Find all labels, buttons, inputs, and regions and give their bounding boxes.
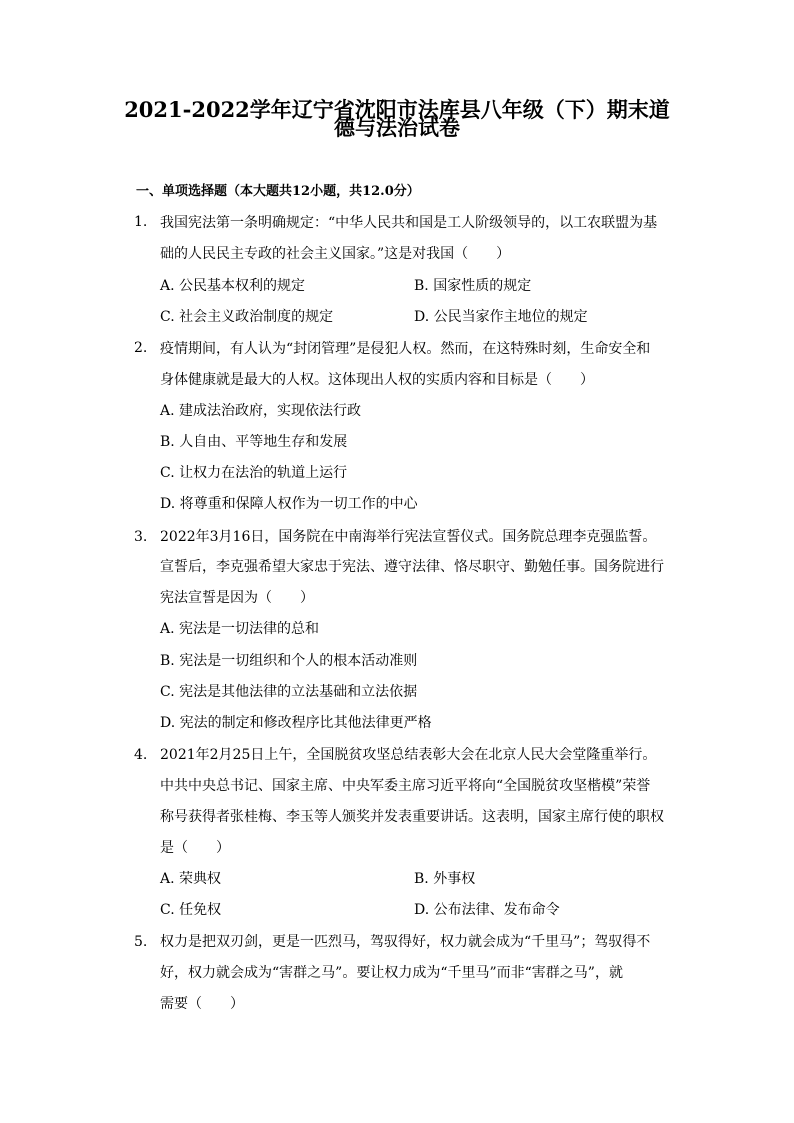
question-3-option-b[interactable]: B. 宪法是一切组织和个人的根本活动准则 <box>160 653 418 669</box>
question-1-option-d[interactable]: D. 公民当家作主地位的规定 <box>414 309 588 325</box>
question-3-stem-line-2: 宣誓后，李克强希望大家忠于宪法、遵守法律、恪尽职守、勤勉任事。国务院进行 <box>160 559 664 575</box>
question-4-option-d[interactable]: D. 公布法律、发布命令 <box>414 902 560 918</box>
question-5-stem-line-2: 好，权力就会成为“害群之马”。要让权力成为“千里马”而非“害群之马”，就 <box>160 965 623 981</box>
question-5-stem-line-1: 权力是把双刃剑，更是一匹烈马，驾驭得好，权力就会成为“千里马”；驾驭得不 <box>160 934 651 950</box>
question-2-option-b[interactable]: B. 人自由、平等地生存和发展 <box>160 434 348 450</box>
question-4-option-a[interactable]: A. 荣典权 <box>160 871 222 887</box>
question-3-stem-line-1: 2022年3月16日，国务院在中南海举行宪法宣誓仪式。国务院总理李克强监誓。 <box>160 529 657 545</box>
question-4-stem-line-4: 是（ ） <box>160 840 230 856</box>
question-5-stem-line-3: 需要（ ） <box>160 996 244 1012</box>
question-1-number: 1. <box>134 214 148 230</box>
question-3-number: 3. <box>134 529 148 545</box>
question-2-option-a[interactable]: A. 建成法治政府，实现依法行政 <box>160 403 362 419</box>
question-1-option-b[interactable]: B. 国家性质的规定 <box>414 278 532 294</box>
question-1-stem-line-1: 我国宪法第一条明确规定：“中华人民共和国是工人阶级领导的，以工农联盟为基 <box>160 215 658 231</box>
question-4-stem-line-1: 2021年2月25日上午，全国脱贫攻坚总结表彰大会在北京人民大会堂隆重举行。 <box>160 747 657 763</box>
question-3-stem-line-3: 宪法宣誓是因为（ ） <box>160 590 314 606</box>
question-4-option-b[interactable]: B. 外事权 <box>414 871 476 887</box>
question-1-option-a[interactable]: A. 公民基本权利的规定 <box>160 278 306 294</box>
question-1-stem-line-2: 础的人民民主专政的社会主义国家。”这是对我国（ ） <box>160 246 511 262</box>
question-4-number: 4. <box>134 747 148 763</box>
question-4-stem-line-3: 称号获得者张桂梅、李玉等人颁奖并发表重要讲话。这表明，国家主席行使的职权 <box>160 809 664 825</box>
page-title-line-2: 德与法治试卷 <box>334 115 460 140</box>
question-2-stem-line-2: 身体健康就是最大的人权。这体现出人权的实质内容和目标是（ ） <box>160 372 594 388</box>
question-1-option-c[interactable]: C. 社会主义政治制度的规定 <box>160 309 334 325</box>
question-2-option-c[interactable]: C. 让权力在法治的轨道上运行 <box>160 465 348 481</box>
question-4-stem-line-2: 中共中央总书记、国家主席、中央军委主席习近平将向“全国脱贫攻坚楷模”荣誉 <box>160 778 651 794</box>
question-3-option-c[interactable]: C. 宪法是其他法律的立法基础和立法依据 <box>160 684 418 700</box>
page-title-line-1: 2021-2022学年辽宁省沈阳市法库县八年级（下）期末道 <box>124 97 670 122</box>
question-5-number: 5. <box>134 934 148 950</box>
section-heading: 一、单项选择题（本大题共12小题，共12.0分） <box>136 184 420 199</box>
question-3-option-a[interactable]: A. 宪法是一切法律的总和 <box>160 621 320 637</box>
question-2-option-d[interactable]: D. 将尊重和保障人权作为一切工作的中心 <box>160 496 418 512</box>
question-2-number: 2. <box>134 340 148 356</box>
question-4-option-c[interactable]: C. 任免权 <box>160 902 222 918</box>
question-3-option-d[interactable]: D. 宪法的制定和修改程序比其他法律更严格 <box>160 715 432 731</box>
question-2-stem-line-1: 疫情期间，有人认为“封闭管理”是侵犯人权。然而，在这特殊时刻，生命安全和 <box>160 341 651 357</box>
